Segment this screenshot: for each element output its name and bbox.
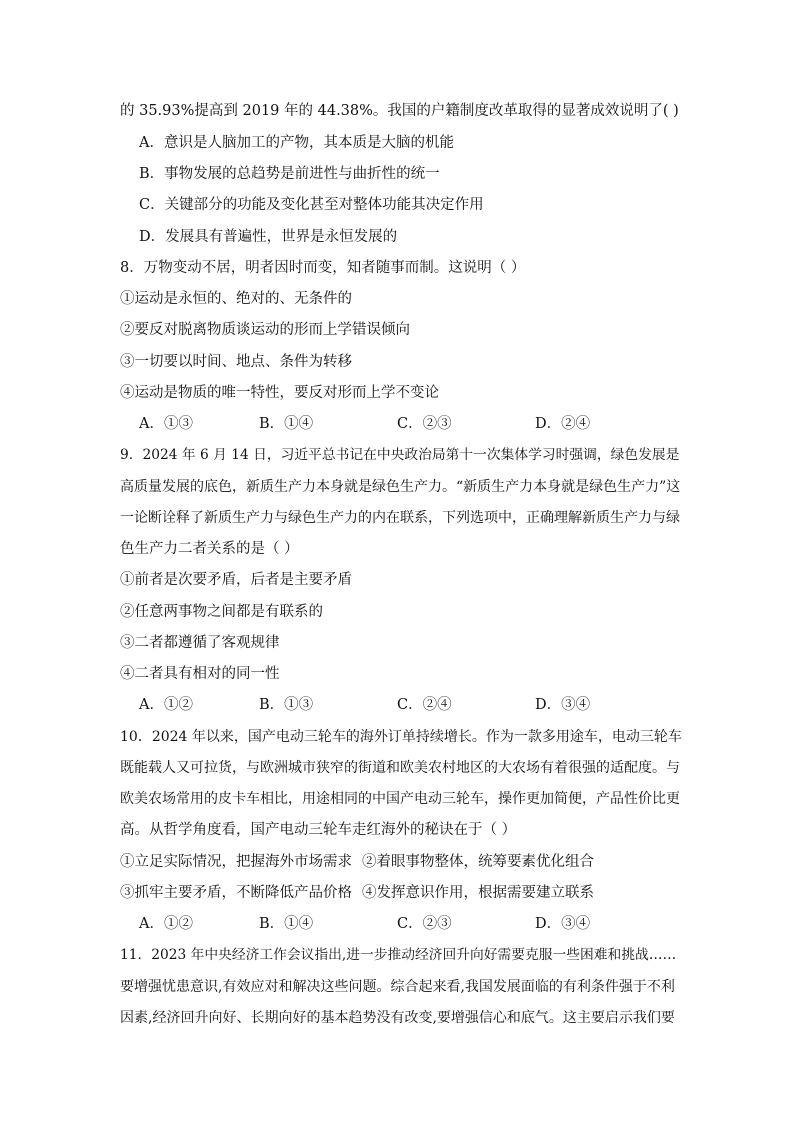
q10-choice-a: A．①②	[139, 916, 193, 932]
q11-stem-line-3: 因素,经济回升向好、长期向好的基本趋势没有改变,要增强信心和底气。这主要启示我们要	[120, 1010, 675, 1026]
q10-choice-b: B．①④	[259, 916, 314, 932]
q9-stem-line-4: 色生产力二者关系的是（ ）	[120, 541, 299, 557]
q7-option-c: C．关键部分的功能及变化甚至对整体功能其决定作用	[139, 197, 484, 213]
q8-choice-a: A．①③	[139, 416, 193, 432]
q10-stem-line-2: 既能载人又可拉货，与欧洲城市狭窄的街道和欧美农村地区的大农场有着很强的适配度。与	[120, 760, 680, 776]
q9-choice-b: B．①③	[259, 697, 314, 713]
q10-statement-2: ②着眼事物整体，统筹要素优化组合	[362, 854, 594, 870]
q10-statement-3: ③抓牢主要矛盾，不断降低产品价格	[120, 885, 352, 901]
q8-statement-2: ②要反对脱离物质谈运动的形而上学错误倾向	[120, 322, 410, 338]
q10-statement-1: ①立足实际情况，把握海外市场需求	[120, 854, 352, 870]
q7-option-a: A．意识是人脑加工的产物，其本质是大脑的机能	[139, 135, 454, 151]
q10-choice-c: C．②③	[397, 916, 452, 932]
q9-choice-c: C．②④	[397, 697, 452, 713]
q11-stem-line-1: 11．2023 年中央经济工作会议指出,进一步推动经济回升向好需要克服一些困难和挑战……	[120, 947, 677, 963]
q8-choice-d: D．②④	[535, 416, 591, 432]
q7-stem-tail: 的 35.93%提高到 2019 年的 44.38%。我国的户籍制度改革取得的显著成效说明了( )	[120, 103, 679, 119]
q10-statement-4: ④发挥意识作用，根据需要建立联系	[362, 885, 594, 901]
q10-stem-line-3: 欧美农场常用的皮卡车相比，用途相同的中国产电动三轮车，操作更加简便，产品性价比更	[120, 791, 680, 807]
q9-choice-d: D．③④	[535, 697, 591, 713]
q10-stem-line-4: 高。从哲学角度看，国产电动三轮车走红海外的秘诀在于（ ）	[120, 822, 517, 838]
q9-statement-3: ③二者都遵循了客观规律	[120, 635, 280, 651]
q9-statement-2: ②任意两事物之间都是有联系的	[120, 604, 323, 620]
q10-stem-line-1: 10．2024 年以来，国产电动三轮车的海外订单持续增长。作为一款多用途车，电动三轮车	[120, 729, 682, 745]
q9-stem-line-1: 9．2024 年 6 月 14 日，习近平总书记在中央政治局第十一次集体学习时强调，绿色发展是	[120, 447, 680, 463]
q8-statement-1: ①运动是永恒的、绝对的、无条件的	[120, 291, 352, 307]
q8-choice-b: B．①④	[259, 416, 314, 432]
q9-statement-1: ①前者是次要矛盾，后者是主要矛盾	[120, 572, 352, 588]
q7-option-d: D．发展具有普遍性，世界是永恒发展的	[139, 229, 398, 245]
q9-choice-a: A．①②	[139, 697, 193, 713]
q8-choice-c: C．②③	[397, 416, 452, 432]
q11-stem-line-2: 要增强忧患意识,有效应对和解决这些问题。综合起来看,我国发展面临的有利条件强于不利	[120, 979, 675, 995]
q8-stem: 8．万物变动不居，明者因时而变，知者随事而制。这说明（ ）	[120, 260, 526, 276]
q8-statement-3: ③一切要以时间、地点、条件为转移	[120, 354, 352, 370]
q7-option-b: B．事物发展的总趋势是前进性与曲折性的统一	[139, 166, 440, 182]
q9-statement-4: ④二者具有相对的同一性	[120, 666, 280, 682]
q9-stem-line-3: 一论断诠释了新质生产力与绿色生产力的内在联系，下列选项中，正确理解新质生产力与绿	[120, 510, 680, 526]
q9-stem-line-2: 高质量发展的底色，新质生产力本身就是绿色生产力。“新质生产力本身就是绿色生产力”这	[120, 479, 681, 495]
q10-statement-row-2	[120, 883, 594, 903]
q10-choice-d: D．③④	[535, 916, 591, 932]
q8-statement-4: ④运动是物质的唯一特性，要反对形而上学不变论	[120, 385, 439, 401]
q10-statement-row-1	[120, 852, 594, 872]
